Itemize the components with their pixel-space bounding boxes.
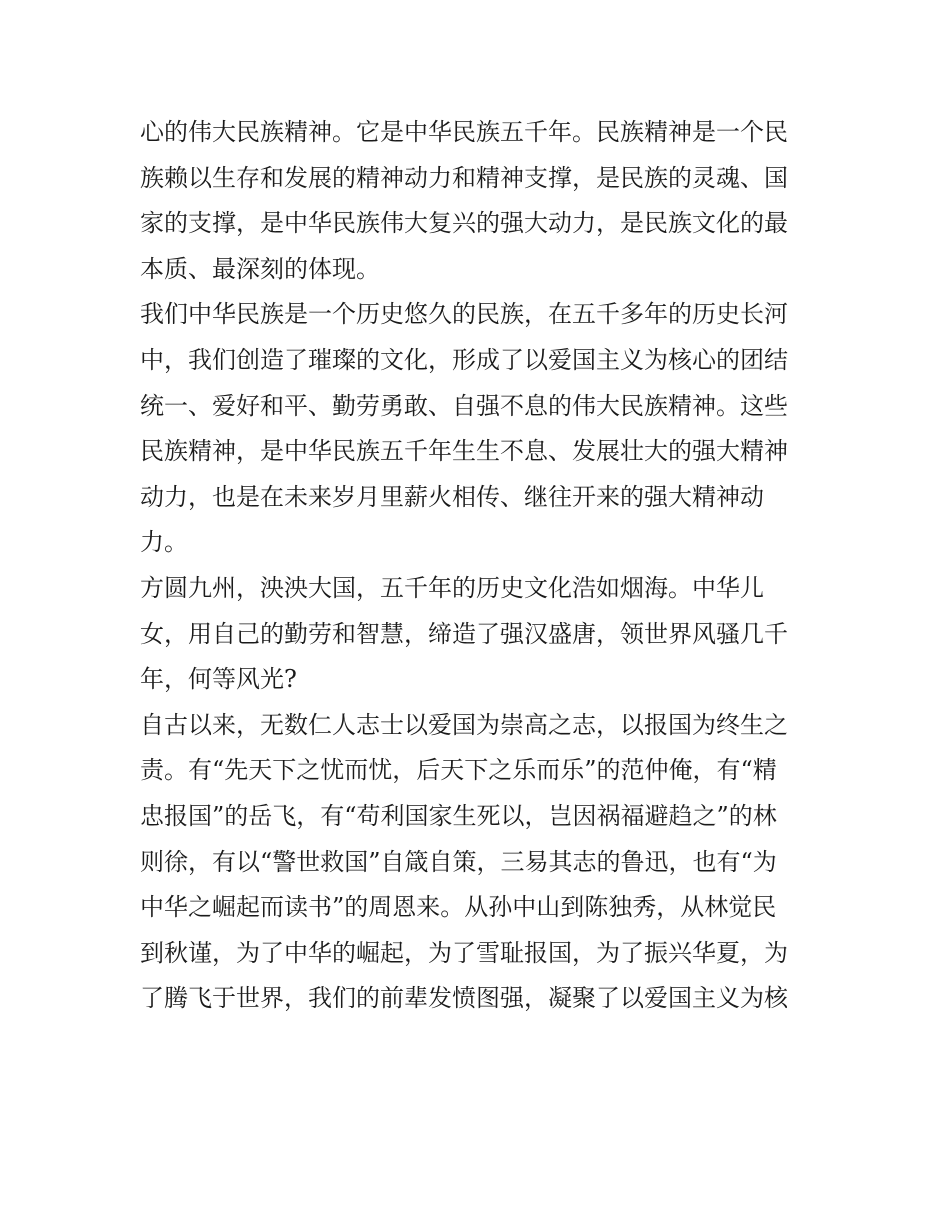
text-line: 方圆九州，泱泱大国，五千年的历史文化浩如烟海。中华儿 [140,573,764,602]
text-line: 忠报国”的岳飞，有“苟利国家生死以，岂因祸福避趋之”的林 [140,801,777,830]
text-line: 中，我们创造了璀璨的文化，形成了以爱国主义为核心的团结 [140,345,788,374]
text-line: 女，用自己的勤劳和智慧，缔造了强汉盛唐，领世界风骚几千 [140,619,788,648]
text-line: 心的伟大民族精神。它是中华民族五千年。民族精神是一个民 [140,118,788,146]
text-line: 责。有“先天下之忧而忧，后天下之乐而乐”的范仲俺，有“精 [140,756,777,785]
document-body [140,110,820,1022]
text-line: 家的支撑，是中华民族伟大复兴的强大动力，是民族文化的最 [140,209,788,238]
text-line: 动力，也是在未来岁月里薪火相传、继往开来的强大精神动 [140,482,764,511]
text-line: 自古以来，无数仁人志士以爱国为崇高之志，以报国为终生之 [140,710,788,739]
text-line: 族赖以生存和发展的精神动力和精神支撑，是民族的灵魂、国 [140,163,788,192]
text-line: 到秋谨，为了中华的崛起，为了雪耻报国，为了振兴华夏，为 [140,938,788,967]
text-line: 我们中华民族是一个历史悠久的民族，在五千多年的历史长河 [140,300,788,329]
text-line: 力。 [140,528,188,557]
text-line: 了腾飞于世界，我们的前辈发愤图强，凝聚了以爱国主义为核 [140,984,788,1013]
text-line: 统一、爱好和平、勤劳勇敢、自强不息的伟大民族精神。这些 [140,391,788,420]
text-line: 年，何等风光? [140,665,297,694]
text-line: 本质、最深刻的体现。 [140,254,380,283]
text-line: 则徐，有以“警世救国”自箴自策，三易其志的鲁迅，也有“为 [140,847,777,876]
text-line: 中华之崛起而读书”的周恩来。从孙中山到陈独秀，从林觉民 [140,893,777,922]
text-line: 民族精神，是中华民族五千年生生不息、发展壮大的强大精神 [140,437,788,466]
